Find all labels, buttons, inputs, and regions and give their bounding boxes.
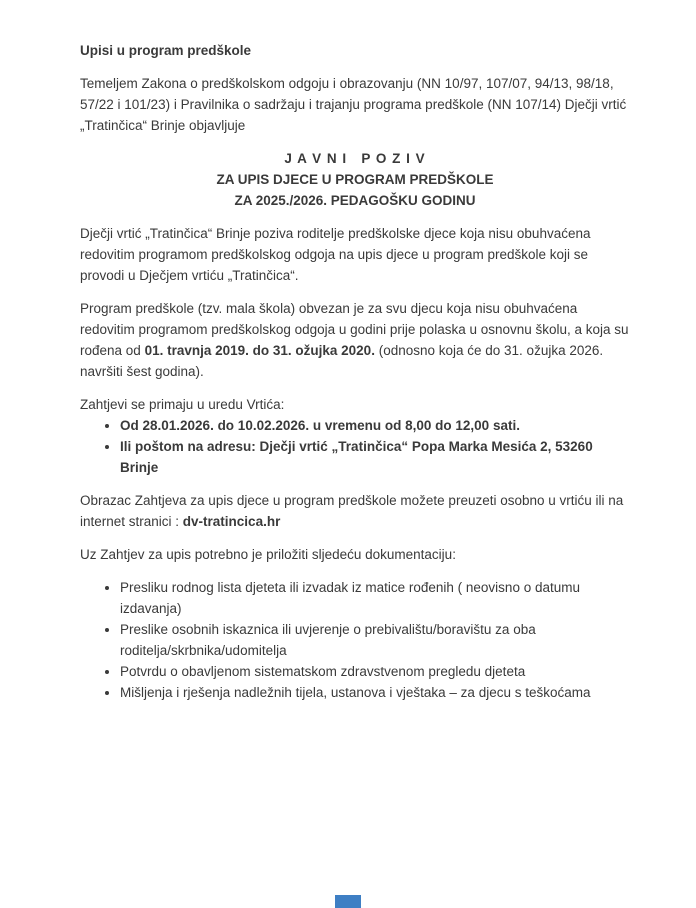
form-info-paragraph [80, 490, 630, 532]
heading-line-godina: ZA 2025./2026. PEDAGOŠKU GODINU [234, 193, 476, 208]
submission-item-address: • Ili poštom na adresu: Dječji vrtić „Tratinčica“ Popa Marka Mesića 2, 53260 Brinje [120, 436, 630, 478]
program-paragraph [80, 298, 630, 382]
submission-list [80, 415, 630, 478]
javni-poziv-heading [80, 148, 630, 211]
form-info-pre: Obrazac Zahtjeva za upis djece u program predškole možete preuzeti osobno u vrtiću ili na internet stranici : [80, 493, 624, 529]
program-paragraph-pre: Program predškole (tzv. mala škola) obvezan je za svu djecu koja nisu obuhvaćena redovitim programom predškolskog odgoja u godini prije polaska u osnovnu školu, a koja su rođena od [80, 301, 629, 358]
submission-item-dates: • Od 28.01.2026. do 10.02.2026. u vremenu od 8,00 do 12,00 sati. [120, 415, 630, 436]
documentation-intro: Uz Zahtjev za upis potrebno je priložiti sljedeću dokumentaciju: [80, 547, 456, 562]
program-paragraph-post: (odnosno koja će do 31. ožujka 2026. navršiti šest godina). [80, 343, 604, 379]
intro-paragraph: Temeljem Zakona o predškolskom odgoju i obrazovanju (NN 10/97, 107/07, 94/13, 98/18, 57/22 i 101/23) i Pravilnika o sadržaju i trajanju programa predškole (NN 107/14) Dječji vrtić „Tratinčica“ Brinje objavljuje [80, 76, 627, 133]
documentation-item-id-cards: • Preslike osobnih iskaznica ili uvjerenje o prebivalištu/boravištu za oba roditelja/skrbnika/udomitelja [120, 619, 630, 661]
documentation-item-birth-certificate: • Presliku rodnog lista djeteta ili izvadak iz matice rođenih ( neovisno o datumu izdavanja) [120, 577, 630, 619]
invitation-paragraph: Dječji vrtić „Tratinčica“ Brinje poziva roditelje predškolske djece koja nisu obuhvaćena redovitim programom predškolskog odgoja na upis djece u program predškole koji se provodi u Dječjem vrtiću „Tratinčica“. [80, 226, 591, 283]
notice-document [80, 40, 630, 715]
page-bottom-image-fragment [335, 895, 361, 908]
page-title: Upisi u program predškole [80, 43, 252, 58]
documentation-item-expert-opinions: • Mišljenja i rješenja nadležnih tijela, ustanova i vještaka – za djecu s teškoćama [120, 682, 630, 703]
heading-line-za-upis: ZA UPIS DJECE U PROGRAM PREDŠKOLE [216, 172, 494, 187]
documentation-item-health-exam: • Potvrdu o obavljenom sistematskom zdravstvenom pregledu djeteta [120, 661, 630, 682]
submission-intro: Zahtjevi se primaju u uredu Vrtića: [80, 397, 285, 412]
heading-line-javni-poziv: J A V N I P O Z I V [284, 151, 426, 166]
documentation-list [80, 577, 630, 703]
program-dates-bold: 01. travnja 2019. do 31. ožujka 2020. [144, 343, 375, 358]
website-text: dv-tratincica.hr [182, 514, 281, 529]
